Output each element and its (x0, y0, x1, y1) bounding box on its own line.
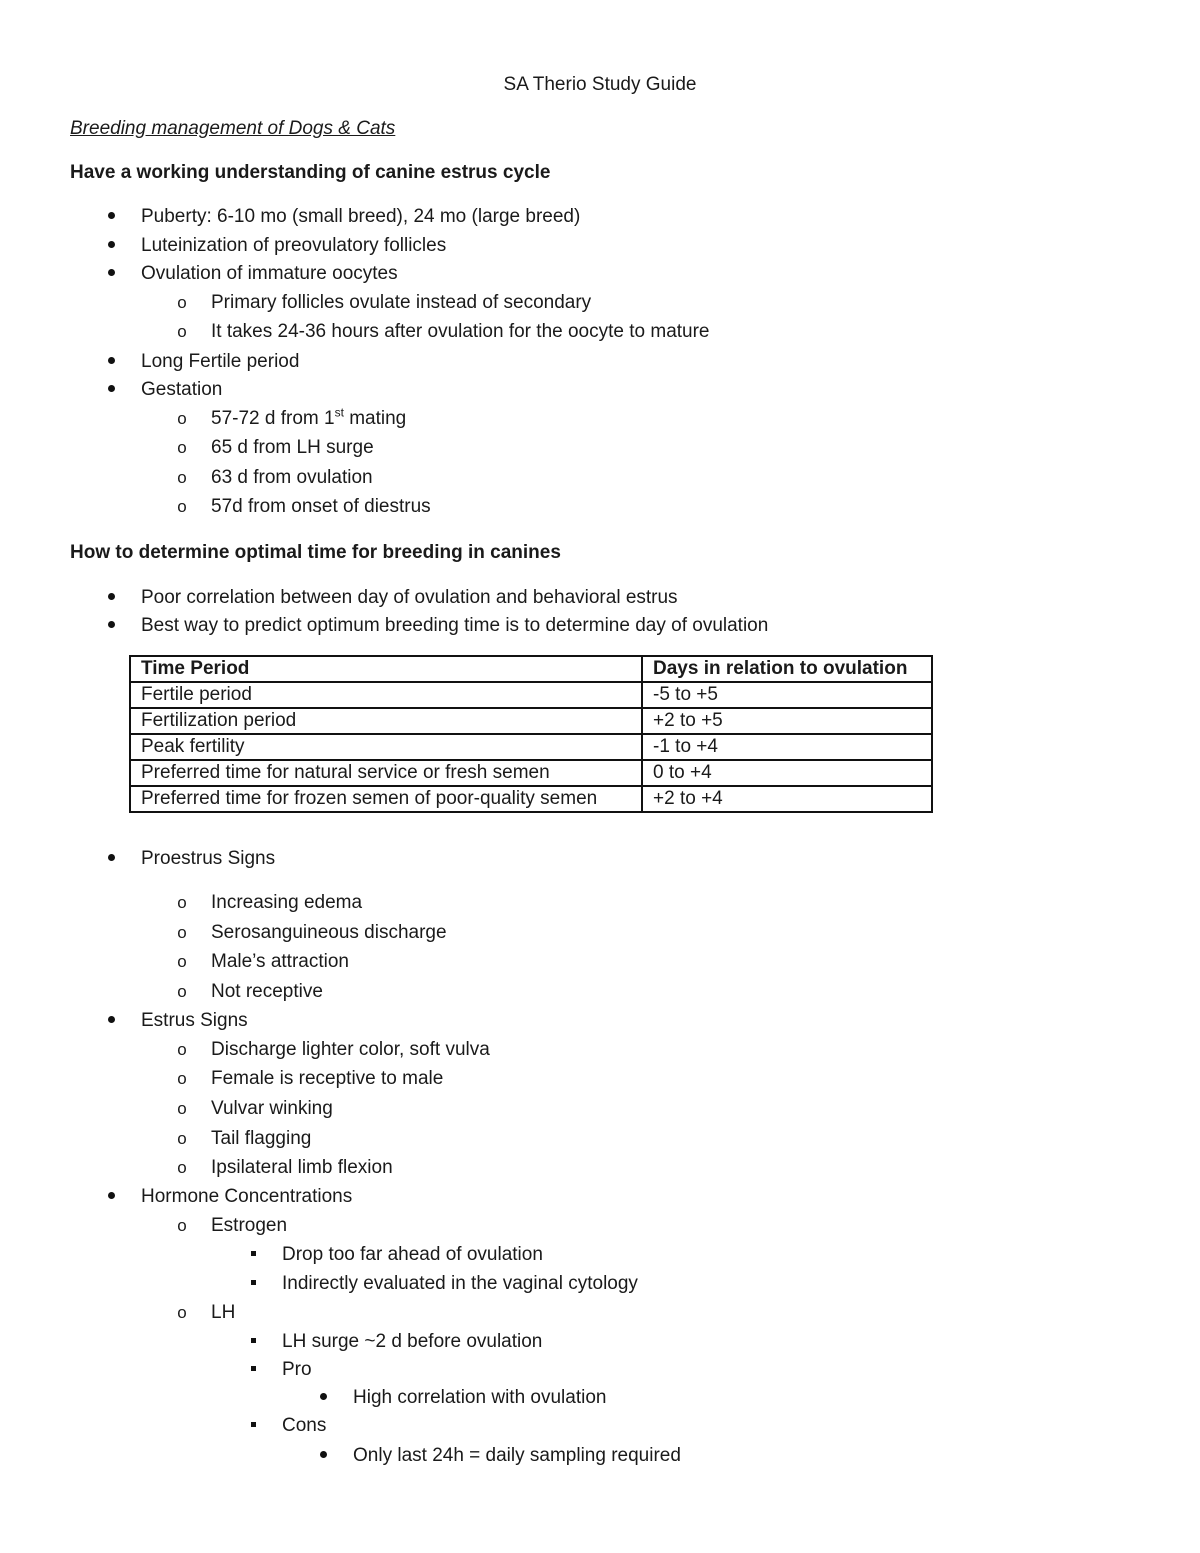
list-item-estrogen-detail: Drop too far ahead of ovulation (282, 1244, 543, 1265)
bullet-icon (101, 262, 121, 286)
list-item-puberty: Puberty: 6-10 mo (small breed), 24 mo (large breed) (141, 206, 581, 227)
table-cell: -1 to +4 (642, 734, 932, 760)
list-item-gestation-sub4: 57d from onset of diestrus (211, 496, 431, 517)
bullet-icon (313, 1444, 333, 1468)
circle-bullet-icon: o (177, 438, 187, 457)
list-item-lh-pro: Pro (282, 1359, 312, 1380)
list-item-gestation: Gestation (141, 379, 223, 400)
list-item-estrus-sign: Tail flagging (211, 1128, 312, 1149)
list-item-luteinization: Luteinization of preovulatory follicles (141, 235, 447, 256)
list-item-estrus-sign: Vulvar winking (211, 1098, 333, 1119)
gestation-sub1-suffix: mating (343, 408, 407, 429)
table-row (130, 786, 932, 812)
circle-bullet-icon: o (177, 923, 187, 942)
document-subtitle: Breeding management of Dogs & Cats (70, 118, 396, 139)
list-item-lh: LH (211, 1302, 236, 1323)
list-item-fertile-period: Long Fertile period (141, 351, 300, 372)
list-item-poor-correlation: Poor correlation between day of ovulation and behavioral estrus (141, 587, 678, 608)
square-bullet-icon (243, 1414, 263, 1438)
gestation-sub1-prefix: 57-72 d from 1 (211, 408, 335, 429)
table-row (130, 760, 932, 786)
list-item-lh-pro-detail: High correlation with ovulation (353, 1387, 607, 1408)
list-item-proestrus-sign: Increasing edema (211, 892, 363, 913)
list-item-proestrus-sign: Not receptive (211, 981, 323, 1002)
bullet-icon (101, 1185, 121, 1209)
table-header-cell: Time Period (130, 656, 642, 682)
table-cell: Fertilization period (130, 708, 642, 734)
list-item-gestation-sub2: 65 d from LH surge (211, 437, 374, 458)
list-item-ovulation: Ovulation of immature oocytes (141, 263, 398, 284)
circle-bullet-icon: o (177, 1216, 187, 1235)
circle-bullet-icon: o (177, 468, 187, 487)
table-cell: +2 to +4 (642, 786, 932, 812)
table-row (130, 708, 932, 734)
table-row (130, 682, 932, 708)
table-cell: +2 to +5 (642, 708, 932, 734)
table-cell: Peak fertility (130, 734, 642, 760)
section-heading-optimal-breeding: How to determine optimal time for breeding in canines (70, 542, 561, 563)
circle-bullet-icon: o (177, 982, 187, 1001)
list-item-estrus-sign: Discharge lighter color, soft vulva (211, 1039, 490, 1060)
document-title: SA Therio Study Guide (503, 74, 697, 95)
circle-bullet-icon: o (177, 409, 187, 428)
circle-bullet-icon: o (177, 1040, 187, 1059)
circle-bullet-icon: o (177, 1069, 187, 1088)
square-bullet-icon (243, 1243, 263, 1267)
list-item-ovulation-sub2: It takes 24-36 hours after ovulation for the oocyte to mature (211, 321, 710, 342)
bullet-icon (101, 234, 121, 258)
circle-bullet-icon: o (177, 1158, 187, 1177)
list-item-lh-cons-detail: Only last 24h = daily sampling required (353, 1445, 681, 1466)
square-bullet-icon (243, 1330, 263, 1354)
circle-bullet-icon: o (177, 893, 187, 912)
circle-bullet-icon: o (177, 497, 187, 516)
bullet-icon (101, 350, 121, 374)
circle-bullet-icon: o (177, 1303, 187, 1322)
section-heading-estrus-cycle: Have a working understanding of canine estrus cycle (70, 162, 551, 183)
bullet-icon (101, 586, 121, 610)
list-item-gestation-sub1 (211, 407, 406, 431)
table-row (130, 734, 932, 760)
bullet-icon (313, 1386, 333, 1410)
bullet-icon (101, 205, 121, 229)
list-item-estrogen-detail: Indirectly evaluated in the vaginal cytology (282, 1273, 638, 1294)
list-item-ovulation-sub1: Primary follicles ovulate instead of secondary (211, 292, 592, 313)
circle-bullet-icon: o (177, 322, 187, 341)
table-header-row (130, 656, 932, 682)
square-bullet-icon (243, 1358, 263, 1382)
list-item-proestrus-sign: Serosanguineous discharge (211, 922, 447, 943)
list-item-proestrus: Proestrus Signs (141, 848, 276, 869)
table-cell: 0 to +4 (642, 760, 932, 786)
breeding-timing-table (129, 655, 933, 813)
list-item-estrus-sign: Ipsilateral limb flexion (211, 1157, 393, 1178)
list-item-lh-surge: LH surge ~2 d before ovulation (282, 1331, 543, 1352)
list-item-best-way: Best way to predict optimum breeding time is to determine day of ovulation (141, 615, 769, 636)
table-cell: Preferred time for frozen semen of poor-quality semen (130, 786, 642, 812)
list-item-estrogen: Estrogen (211, 1215, 288, 1236)
table-cell: Preferred time for natural service or fresh semen (130, 760, 642, 786)
gestation-sub1-superscript: st (334, 405, 344, 420)
list-item-lh-cons: Cons (282, 1415, 327, 1436)
bullet-icon (101, 614, 121, 638)
bullet-icon (101, 378, 121, 402)
bullet-icon (101, 847, 121, 871)
list-item-hormones: Hormone Concentrations (141, 1186, 353, 1207)
circle-bullet-icon: o (177, 293, 187, 312)
table-cell: Fertile period (130, 682, 642, 708)
list-item-estrus-sign: Female is receptive to male (211, 1068, 444, 1089)
circle-bullet-icon: o (177, 1099, 187, 1118)
table-cell: -5 to +5 (642, 682, 932, 708)
list-item-estrus: Estrus Signs (141, 1010, 248, 1031)
bullet-icon (101, 1009, 121, 1033)
list-item-gestation-sub3: 63 d from ovulation (211, 467, 373, 488)
circle-bullet-icon: o (177, 952, 187, 971)
list-item-proestrus-sign: Male’s attraction (211, 951, 349, 972)
circle-bullet-icon: o (177, 1129, 187, 1148)
table-header-cell: Days in relation to ovulation (642, 656, 932, 682)
square-bullet-icon (243, 1272, 263, 1296)
